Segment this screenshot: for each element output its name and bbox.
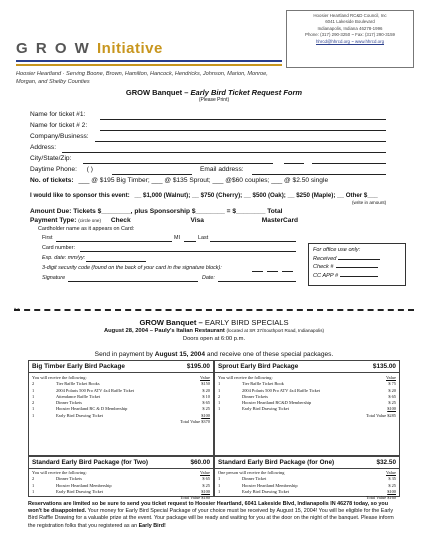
package-sprout xyxy=(214,360,400,456)
pay-check-option[interactable]: Check xyxy=(110,217,131,224)
value-header: Value xyxy=(386,375,396,380)
package-body xyxy=(29,469,213,503)
value-header: Value xyxy=(200,470,210,475)
item-qty: 1 xyxy=(32,412,35,418)
item-value: $ 35 xyxy=(388,476,396,482)
value-header: Value xyxy=(386,470,396,475)
pay-visa-option[interactable]: Visa xyxy=(190,217,204,224)
list-item xyxy=(218,406,396,412)
amount-due: Amount Due: Tickets $________, plus Sponsorship $________ = $________ Total xyxy=(30,208,283,215)
send-payment-note xyxy=(0,351,428,358)
package-price: $195.00 xyxy=(186,363,210,370)
item-qty: 1 xyxy=(218,488,221,494)
sponsor-label: I would like to sponsor this event: xyxy=(30,192,130,199)
item-value: $ 10 xyxy=(202,393,210,399)
card-number-label: Card number: xyxy=(42,245,75,251)
security-field-1[interactable] xyxy=(252,271,263,272)
venue-location: (located at SR 37/Southport Road, Indianapolis) xyxy=(226,328,325,333)
item-qty: 2 xyxy=(32,400,35,406)
pay-mastercard-option[interactable]: MasterCard xyxy=(261,217,299,224)
package-header xyxy=(215,457,399,469)
csz-label: City/State/Zip: xyxy=(30,155,72,162)
item-qty: 1 xyxy=(218,381,221,387)
address-label: Address: xyxy=(30,144,57,151)
item-value: $ 75 xyxy=(388,381,396,387)
name2-label: Name for ticket # 2: xyxy=(30,122,88,129)
state-field[interactable] xyxy=(284,163,304,164)
footer-note xyxy=(28,501,400,530)
office-check-label: Check # xyxy=(313,264,334,270)
date-field[interactable] xyxy=(218,281,296,282)
last-name-field[interactable] xyxy=(210,241,296,242)
item-value: $ 65 xyxy=(388,393,396,399)
office-received-label: Received xyxy=(313,255,337,262)
office-check xyxy=(313,263,401,272)
package-header xyxy=(29,457,213,469)
office-cc-field[interactable] xyxy=(340,276,378,277)
phone-label xyxy=(30,166,93,173)
item-desc: Hoosier Heartland RC & D Membership xyxy=(56,406,128,412)
package-standard-one xyxy=(214,456,400,501)
payment-type-label: Payment Type: xyxy=(30,217,77,224)
item-desc: Early Bird Drawing Ticket xyxy=(242,406,289,412)
logo-initiative-text: Initiative xyxy=(97,40,163,57)
item-desc: Hoosier Heartland RC&D Membership xyxy=(242,400,312,406)
package-body xyxy=(215,373,399,421)
scissors-icon: ✂ xyxy=(14,307,20,314)
mi-label: MI xyxy=(174,235,180,241)
zip-field[interactable] xyxy=(312,163,386,164)
package-name: Standard Early Bird Package (for One) xyxy=(218,459,335,466)
tickets-row xyxy=(30,177,328,184)
item-desc: Attendance Raffle Ticket xyxy=(56,393,101,399)
item-qty: 1 xyxy=(32,488,35,494)
email-label: Email address: xyxy=(200,166,244,173)
security-field-3[interactable] xyxy=(282,271,293,272)
header-rule-gold xyxy=(16,64,282,66)
security-label: 3-digit security code (found on the back of your card in the signature block): xyxy=(42,265,222,271)
item-value: $ 65 xyxy=(202,400,210,406)
circle-one-note: (circle one) xyxy=(78,218,101,223)
name2-field[interactable] xyxy=(100,130,386,131)
item-desc: 2004 Polaris 500 Pro ATV 4x4 Raffle Ticket xyxy=(56,387,135,393)
footer-end: Early Bird! xyxy=(138,522,166,529)
item-desc: Dinner Ticket xyxy=(242,476,267,482)
item-value: $100 xyxy=(387,406,396,412)
package-price: $135.00 xyxy=(372,363,396,370)
item-desc: Early Bird Drawing Ticket xyxy=(56,412,103,418)
specials-event-line xyxy=(0,328,428,334)
package-name: Big Timber Early Bird Package xyxy=(32,363,125,370)
item-qty: 1 xyxy=(218,406,221,412)
form-title-em: Early Bird Ticket Request Form xyxy=(190,88,303,97)
item-desc: Tier Raffle Ticket Books xyxy=(56,381,100,387)
item-value: $ 20 xyxy=(202,387,210,393)
item-qty: 1 xyxy=(32,387,35,393)
item-value: $ 25 xyxy=(202,482,210,488)
address-line: Indianapolis, Indiana 46278-1996 xyxy=(317,25,383,31)
tickets-label: No. of tickets: xyxy=(30,177,74,184)
last-label: Last xyxy=(198,235,209,241)
sponsor-options: __ $1,000 (Walnut); __ $750 (Cherry); __ $500 (Oak); __ $250 (Maple); __ Other $___ xyxy=(134,192,378,199)
header-rule-blue xyxy=(16,60,282,62)
item-qty: 1 xyxy=(218,400,221,406)
item-desc: Early Bird Drawing Ticket xyxy=(56,488,103,494)
item-value: $ 25 xyxy=(202,406,210,412)
form-title xyxy=(0,88,428,97)
item-qty: 2 xyxy=(218,393,221,399)
exp-date-field[interactable] xyxy=(86,261,146,262)
grow-logo xyxy=(16,40,163,57)
item-qty: 2 xyxy=(32,476,35,482)
sponsor-row xyxy=(30,192,378,199)
item-desc: Dinner Tickets xyxy=(56,400,82,406)
item-desc: Hoosier Heartland Membership xyxy=(56,482,112,488)
specials-title-prefix: GROW Banquet – xyxy=(139,318,205,327)
value-header: Value xyxy=(200,375,210,380)
item-qty: 1 xyxy=(218,482,221,488)
package-total: Total Value $180 xyxy=(180,495,210,501)
address-line: Phone: (317) 290-3250 ~ Fax: (317) 290-3159 xyxy=(305,32,395,38)
form-title-prefix: GROW Banquet – xyxy=(125,88,191,97)
phone-label-text: Daytime Phone: xyxy=(30,166,77,173)
email-field[interactable] xyxy=(252,174,386,175)
item-value: $150 xyxy=(201,381,210,387)
logo-grow-text: G R O W xyxy=(16,40,91,57)
footer-body: Your money for Early Bird Special Package of your choice must be received by August 15, 2004! You will be eligible for the Early Bird Raffle Drawing for a valuable prize at the event. Your package will be ready and waiting for you at the door on the night of the banquet. Please inform the registration folks that you registered as an xyxy=(28,508,394,529)
package-total: Total Value $285 xyxy=(366,412,396,418)
item-value: $ 65 xyxy=(202,476,210,482)
package-price: $60.00 xyxy=(190,459,210,466)
item-qty: 1 xyxy=(32,406,35,412)
office-received-field[interactable] xyxy=(338,259,380,260)
address-line: Hoosier Heartland RC&D Council, Inc xyxy=(313,13,387,18)
send-post: and receive one of these special packages. xyxy=(205,351,334,358)
package-header xyxy=(29,361,213,373)
doors-open: Doors open at 6:00 p.m. xyxy=(182,336,246,342)
package-body xyxy=(215,469,399,503)
package-header xyxy=(215,361,399,373)
office-title: For office use only: xyxy=(313,247,361,253)
payment-row xyxy=(30,217,298,224)
office-use-box xyxy=(308,243,406,286)
mi-field[interactable] xyxy=(184,241,196,242)
item-qty: 1 xyxy=(32,393,35,399)
item-qty: 2 xyxy=(32,381,35,387)
office-cc-label: CC APP # xyxy=(313,272,339,279)
name1-field[interactable] xyxy=(100,119,386,120)
address-link[interactable]: hhrcd@hhrcd.org ~ www.hhrcd.org xyxy=(315,38,385,44)
phone-area-code: ( ) xyxy=(86,166,93,173)
office-received xyxy=(313,255,401,264)
item-value: $100 xyxy=(387,488,396,494)
item-desc: Early Bird Drawing Ticket xyxy=(242,488,289,494)
package-name: Standard Early Bird Package (for Two) xyxy=(32,459,149,466)
event-date-venue: August 28, 2004 – Pauly's Italian Restaurant xyxy=(103,328,225,334)
package-total: Total Value $160 xyxy=(366,495,396,501)
security-field-2[interactable] xyxy=(267,271,278,272)
item-desc: Dinner Tickets xyxy=(242,393,268,399)
package-intro: One person will receive the following xyxy=(218,470,285,475)
package-name: Sprout Early Bird Package xyxy=(218,363,299,370)
card-number-field[interactable] xyxy=(80,251,296,252)
company-label: Company/Business: xyxy=(30,133,89,140)
exp-date-label: Exp. date: mm/yy: xyxy=(42,255,86,261)
cardholder-label: Cardholder name as it appears on Card: xyxy=(38,226,135,232)
first-label: First xyxy=(42,235,53,241)
specials-title-rest: EARLY BIRD SPECIALS xyxy=(204,318,289,327)
phone-field[interactable] xyxy=(112,174,192,175)
item-desc: Dinner Tickets xyxy=(56,476,82,482)
specials-title xyxy=(0,318,428,327)
package-intro: You will receive the following: xyxy=(218,375,273,380)
item-qty: 1 xyxy=(218,387,221,393)
item-value: $100 xyxy=(201,488,210,494)
write-in-note: (write in amount) xyxy=(352,200,387,205)
form-subtitle: (Please Print) xyxy=(198,97,230,103)
package-body xyxy=(29,373,213,427)
send-deadline: August 15, 2004 xyxy=(154,351,206,358)
office-cc xyxy=(313,272,401,281)
name1-label: Name for ticket #1: xyxy=(30,111,86,118)
address-field[interactable] xyxy=(62,152,386,153)
city-field[interactable] xyxy=(83,163,273,164)
send-pre: Send in payment by xyxy=(94,351,155,358)
item-desc: Hoosier Heartland Membership xyxy=(242,482,298,488)
package-intro: You will receive the following: xyxy=(32,375,87,380)
item-value: $ 25 xyxy=(388,400,396,406)
item-qty: 1 xyxy=(218,476,221,482)
signature-field[interactable] xyxy=(68,281,198,282)
address-line: 6041 Lakeside Boulevard xyxy=(325,19,375,25)
header-tagline: Hoosier Heartland · Serving Boone, Brown, Hamilton, Hancock, Hendricks, Johnson, Marion, Monroe, Morgan, and Shelby Counties xyxy=(16,71,268,85)
package-big-timber xyxy=(28,360,214,456)
item-desc: 2004 Polaris 500 Pro ATV 4x4 Raffle Ticket xyxy=(242,387,321,393)
item-qty: 1 xyxy=(32,482,35,488)
cut-line xyxy=(14,309,414,314)
package-total: Total Value $370 xyxy=(180,419,210,425)
ticket-options: ___ @ $195 Big Timber; ___ @ $135 Sprout; ___ @$60 couples; ___ @ $2.50 single xyxy=(78,177,329,184)
package-intro: You will receive the following: xyxy=(32,470,87,475)
company-field[interactable] xyxy=(95,141,386,142)
package-price: $32.50 xyxy=(376,459,396,466)
package-standard-two xyxy=(28,456,214,501)
date-label: Date: xyxy=(202,275,215,281)
footer-bold: Reservations are limited so be sure to send you ticket request to Hoosier Heartland, 6041 Lakeside Blvd, Indianapolis IN 46278 today, so you won't be disappointed. xyxy=(28,501,388,515)
signature-label: Signature xyxy=(42,275,66,281)
item-value: $ 25 xyxy=(388,482,396,488)
address-box xyxy=(286,10,414,68)
item-value: $100 xyxy=(201,412,210,418)
first-name-field[interactable] xyxy=(56,241,172,242)
item-value: $ 20 xyxy=(388,387,396,393)
item-desc: Tier Raffle Ticket Book xyxy=(242,381,284,387)
office-check-field[interactable] xyxy=(336,267,378,268)
